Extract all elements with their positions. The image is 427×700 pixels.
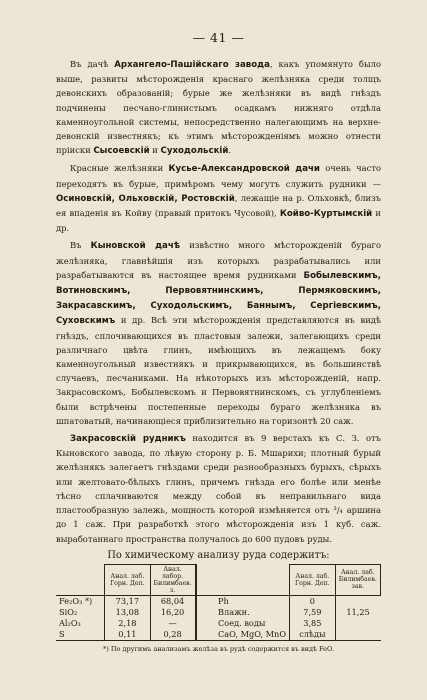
text: находится въ 9 верстахъ къ С. З. отъ Кыновского завода, по лѣвую сторону р. Б. Мшарихи; плотный бурый желѣзнякъ залегаетъ гнѣздами среди разнообразныхъ бурыхъ, сѣрыхъ или желтовато-бѣлыхъ глинъ, причемъ гнѣзда его болѣе или менѣе тѣсно сплачиваются между собой въ неправильнаго вида пластообразную залежь, мощность которой измѣняется отъ ³/₄ аршина до 1 саж. При разработкѣ этого мѣсторожденія изъ 1 куб. саж. выработаннаго пространства получалось до 600 пудовъ руды.	[56, 433, 381, 544]
text: и др. Всѣ эти мѣсторожденія представляются въ видѣ гнѣздъ, сплочивающихся въ пластовыя залежи, залегающихъ среди различнаго цвѣта глинъ, имѣющихъ въ лежащемъ боку каменноугольный известнякъ и прикрывающихся, въ большинствѣ случаевъ, песчаниками. На нѣкоторыхъ изъ мѣсторожденій, напр. Закрасовскомъ, Бобылевскомъ и Первовятнинскомъ, съ углубленіемъ были встрѣчены постепенные переходы бураго желѣзняка въ шпатоватый, начинающіеся приблизительно на горизонтѣ 20 саж.	[56, 315, 381, 426]
formula-cell: SiO₂	[59, 606, 78, 617]
text: , какъ упомянуто было выше, развиты мѣсторожденія краснаго желѣзняка среди толщъ девонскихъ образованій; бурые же желѣзняки въ видѣ гнѣздъ подчинены песчано-глинистымъ осадкамъ нижняго отдѣла каменноугольной системы, непосредственно налегающимъ на верхне-девонскій известнякъ; къ этимъ мѣсторожденіямъ можно отнести пріиски	[56, 59, 381, 156]
value-cell: —	[150, 618, 195, 629]
bold-term: Осиновскій, Ольховскій, Ростовскій	[56, 193, 235, 204]
table-row	[56, 629, 381, 641]
value-cell: 0,11	[105, 629, 150, 641]
value-cell: 3,85	[290, 618, 335, 629]
value-cell: 16,20	[150, 607, 195, 618]
formula-cell: Al₂O₃	[59, 617, 81, 628]
table-row	[56, 607, 381, 618]
value-cell: 0	[290, 595, 335, 607]
footnote: *) По другимъ анализамъ желѣза въ рудѣ содержится въ видѣ FeO.	[102, 644, 335, 653]
text: и	[149, 145, 161, 156]
blank-header	[56, 564, 105, 595]
table-row	[56, 595, 381, 607]
paragraph-arkhangelo-pashiysky	[56, 57, 381, 158]
bold-term: Суходольскій	[160, 146, 229, 157]
column-header: Анал. лаб. Горн. Деп.	[105, 564, 150, 595]
text: и др.	[56, 208, 381, 234]
value-cell: 68,04	[150, 595, 195, 607]
table-divider	[196, 607, 216, 618]
value-cell: 7,59	[290, 607, 335, 618]
chemical-analysis-table	[56, 564, 381, 641]
text: очень часто переходятъ въ бурые, примѣромъ чему могутъ служить рудники —	[56, 163, 381, 189]
table-row	[56, 618, 381, 629]
value-cell	[335, 629, 380, 641]
table-divider	[196, 564, 216, 595]
component-cell: CaO, MgO, MnO	[215, 629, 290, 641]
value-cell: слѣды	[290, 629, 335, 641]
formula-cell: Fe₂O₃ *)	[56, 595, 105, 607]
column-header: Анал. лабор. Билимбаев. з.	[150, 564, 195, 595]
bold-term: Архангело-Пашійскаго завода	[114, 60, 270, 70]
value-cell: 2,18	[105, 618, 150, 629]
bold-term: Кыновской дачѣ	[90, 241, 181, 252]
bold-term: Бобылевскимъ, Вотиновскимъ, Первовятнинскимъ, Пермяковскимъ, Закрасавскимъ, Суходольскимъ, Баннымъ, Сергіевскимъ, Суховскимъ	[56, 270, 381, 327]
bold-term: Койво-Куртымскій	[279, 209, 373, 220]
paragraph-kynovsky	[56, 238, 381, 428]
component-cell: Влажн.	[218, 606, 250, 617]
formula-cell: S	[56, 629, 105, 641]
table-divider	[196, 618, 216, 629]
value-cell	[335, 595, 380, 607]
component-cell: Соед. воды	[218, 617, 266, 628]
text: Въ дачѣ	[70, 59, 115, 69]
text: извѣстно много мѣсторожденій бураго желѣзняка, главнѣйшія изъ которыхъ разрабатывались или разрабатываются въ настоящее время рудниками	[56, 240, 381, 280]
value-cell: 13,08	[105, 607, 150, 618]
text: Красные желѣзняки	[70, 163, 169, 174]
value-cell: 11,25	[335, 607, 380, 618]
table-divider	[196, 595, 216, 607]
paragraph-kusye-aleksandrovsky	[56, 161, 381, 235]
text: .	[228, 145, 232, 156]
page-number: — 41 —	[192, 30, 245, 45]
value-cell: 0,28	[150, 629, 195, 641]
text: , лежащіе на р. Ольховкѣ, близъ ея впаденія въ Койву (правый притокъ Чусовой),	[56, 192, 382, 219]
column-header: Анал. лаб. Билимбаев. зав.	[335, 564, 380, 595]
bold-term: Закрасовскій рудникъ	[70, 434, 186, 445]
column-header: Анал. лаб. Горн. Деп.	[290, 564, 335, 595]
blank-header	[215, 564, 290, 595]
paragraph-zakrasovsky	[56, 431, 381, 546]
component-cell: Ph	[215, 595, 290, 607]
bold-term: Сысоевскій	[93, 146, 150, 157]
table-caption: По химическому анализу руда содержитъ:	[107, 549, 330, 561]
table-divider	[196, 629, 216, 641]
value-cell: 73,17	[105, 595, 150, 607]
text: Въ	[70, 240, 91, 251]
value-cell	[335, 618, 380, 629]
bold-term: Кусье-Александровской дачи	[168, 164, 320, 175]
